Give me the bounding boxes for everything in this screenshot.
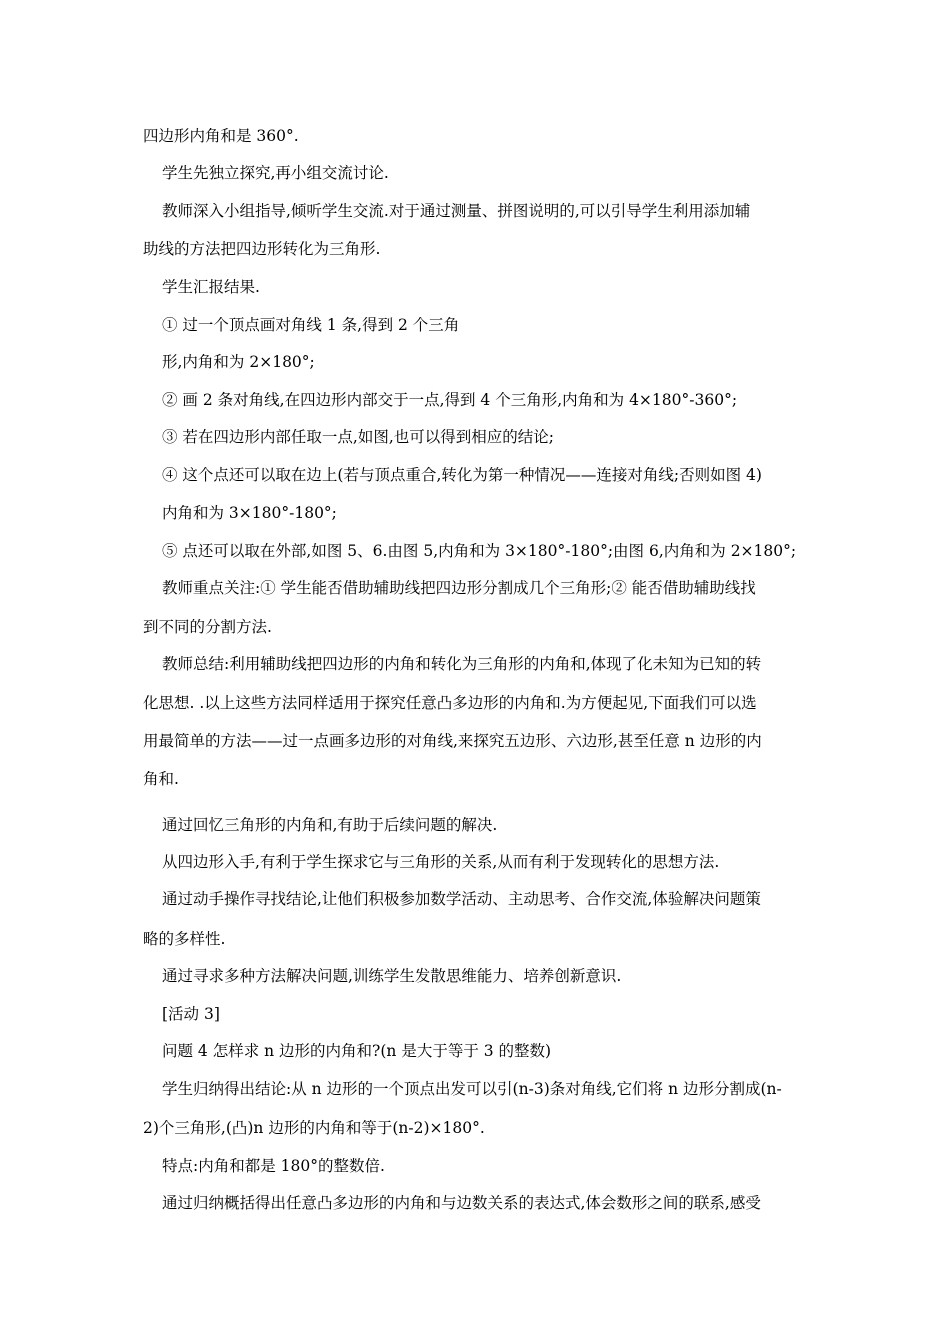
text-line: 特点:内角和都是 180°的整数倍. bbox=[162, 1157, 385, 1175]
text-line: [活动 3] bbox=[162, 1005, 220, 1023]
text-line: ② 画 2 条对角线,在四边形内部交于一点,得到 4 个三角形,内角和为 4×180°-360°; bbox=[162, 391, 738, 409]
text-line: 化思想. .以上这些方法同样适用于探究任意凸多边形的内角和.为方便起见,下面我们可以选 bbox=[143, 694, 757, 712]
text-line: 教师深入小组指导,倾听学生交流.对于通过测量、拼图说明的,可以引导学生利用添加辅 bbox=[162, 202, 751, 220]
text-line: 用最简单的方法——过一点画多边形的对角线,来探究五边形、六边形,甚至任意 n 边形的内 bbox=[143, 732, 762, 750]
text-line: 角和. bbox=[143, 770, 179, 788]
text-line: 从四边形入手,有利于学生探求它与三角形的关系,从而有利于发现转化的思想方法. bbox=[162, 853, 720, 871]
text-line: 略的多样性. bbox=[143, 930, 226, 948]
text-line: 通过寻求多种方法解决问题,训练学生发散思维能力、培养创新意识. bbox=[162, 967, 622, 985]
text-line: 助线的方法把四边形转化为三角形. bbox=[143, 240, 381, 258]
text-line: 通过动手操作寻找结论,让他们积极参加数学活动、主动思考、合作交流,体验解决问题策 bbox=[162, 890, 761, 908]
text-line: 教师总结:利用辅助线把四边形的内角和转化为三角形的内角和,体现了化未知为已知的转 bbox=[162, 655, 762, 673]
text-line: 问题 4 怎样求 n 边形的内角和?(n 是大于等于 3 的整数) bbox=[162, 1042, 552, 1060]
text-line: 通过归纳概括得出任意凸多边形的内角和与边数关系的表达式,体会数形之间的联系,感受 bbox=[162, 1194, 761, 1212]
text-line: 教师重点关注:① 学生能否借助辅助线把四边形分割成几个三角形;② 能否借助辅助线找 bbox=[162, 579, 756, 597]
text-line: 2)个三角形,(凸)n 边形的内角和等于(n-2)×180°. bbox=[143, 1119, 485, 1137]
text-line: 通过回忆三角形的内角和,有助于后续问题的解决. bbox=[162, 816, 498, 834]
text-line: 到不同的分割方法. bbox=[143, 618, 272, 636]
text-line: ⑤ 点还可以取在外部,如图 5、6.由图 5,内角和为 3×180°-180°;由图 6,内角和为 2×180°; bbox=[162, 542, 797, 560]
text-line: 四边形内角和是 360°. bbox=[143, 127, 299, 145]
text-line: 内角和为 3×180°-180°; bbox=[162, 504, 337, 522]
text-line: ③ 若在四边形内部任取一点,如图,也可以得到相应的结论; bbox=[162, 428, 555, 446]
text-line: ④ 这个点还可以取在边上(若与顶点重合,转化为第一种情况——连接对角线;否则如图 4) bbox=[162, 466, 762, 484]
text-line: 学生先独立探究,再小组交流讨论. bbox=[162, 164, 389, 182]
text-line: ① 过一个顶点画对角线 1 条,得到 2 个三角 bbox=[162, 316, 460, 334]
text-line: 形,内角和为 2×180°; bbox=[162, 353, 315, 371]
text-line: 学生汇报结果. bbox=[162, 278, 260, 296]
text-line: 学生归纳得出结论:从 n 边形的一个顶点出发可以引(n-3)条对角线,它们将 n 边形分割成(n- bbox=[162, 1080, 782, 1098]
